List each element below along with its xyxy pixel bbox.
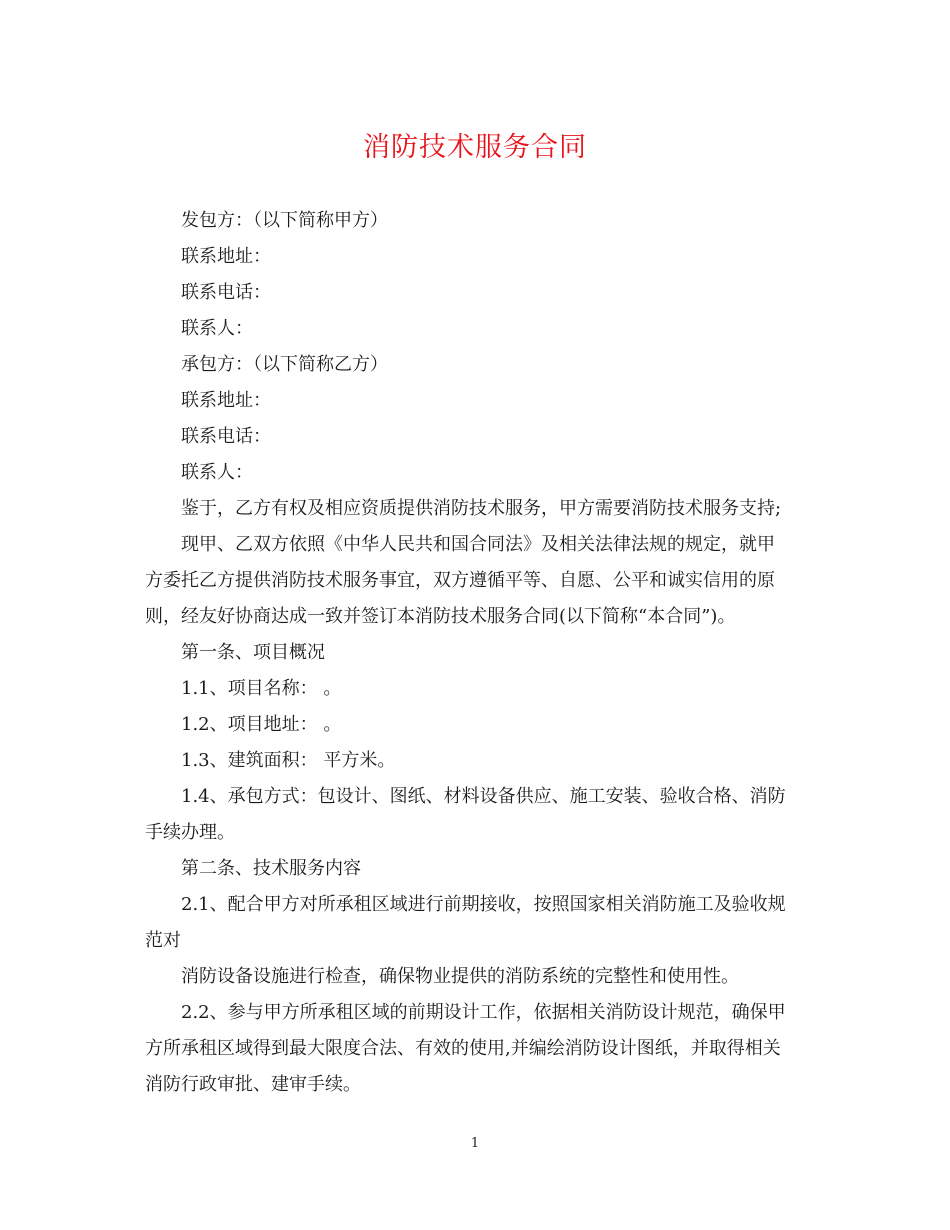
document-title: 消防技术服务合同 [363, 132, 587, 163]
article-1-heading: 第一条、项目概况 [181, 642, 325, 663]
item-1-3: 1.3、建筑面积： 平方米。 [181, 750, 396, 771]
item-2-1-line-2: 范对 [145, 930, 181, 951]
item-2-2-line-3: 消防行政审批、建审手续。 [145, 1074, 361, 1095]
party-a-phone: 联系电话： [181, 282, 271, 303]
article-2-heading: 第二条、技术服务内容 [181, 858, 361, 879]
party-b-address: 联系地址： [181, 390, 271, 411]
item-1-2: 1.2、项目地址： 。 [181, 714, 342, 735]
party-b-phone: 联系电话： [181, 426, 271, 447]
item-2-2-line-1: 2.2、参与甲方所承租区域的前期设计工作，依据相关消防设计规范，确保甲 [181, 1002, 786, 1023]
party-b-label: 承包方：（以下简称乙方） [181, 354, 388, 375]
item-1-1: 1.1、项目名称： 。 [181, 678, 342, 699]
item-2-1-line-1: 2.1、配合甲方对所承租区域进行前期接收，按照国家相关消防施工及验收规 [181, 894, 786, 915]
page-number: 1 [470, 1136, 480, 1151]
whereas-clause: 鉴于，乙方有权及相应资质提供消防技术服务，甲方需要消防技术服务支持; [181, 498, 782, 519]
preamble-line-3: 则，经友好协商达成一致并签订本消防技术服务合同(以下简称“本合同”)。 [145, 606, 736, 627]
item-2-1-line-3: 消防设备设施进行检查，确保物业提供的消防系统的完整性和使用性。 [181, 966, 739, 987]
party-a-address: 联系地址： [181, 246, 271, 267]
preamble-line-2: 方委托乙方提供消防技术服务事宜，双方遵循平等、自愿、公平和诚实信用的原 [145, 570, 775, 591]
document-body [145, 203, 810, 1103]
party-a-contact: 联系人： [181, 318, 253, 339]
party-b-contact: 联系人： [181, 462, 253, 483]
preamble-line-1: 现甲、乙双方依照《中华人民共和国合同法》及相关法律法规的规定，就甲 [181, 534, 775, 555]
item-1-4-line-1: 1.4、承包方式：包设计、图纸、材料设备供应、施工安装、验收合格、消防 [181, 786, 786, 807]
party-a-label: 发包方：（以下简称甲方） [181, 210, 388, 231]
item-2-2-line-2: 方所承租区域得到最大限度合法、有效的使用,并编绘消防设计图纸，并取得相关 [145, 1038, 781, 1059]
item-1-4-line-2: 手续办理。 [145, 822, 235, 843]
